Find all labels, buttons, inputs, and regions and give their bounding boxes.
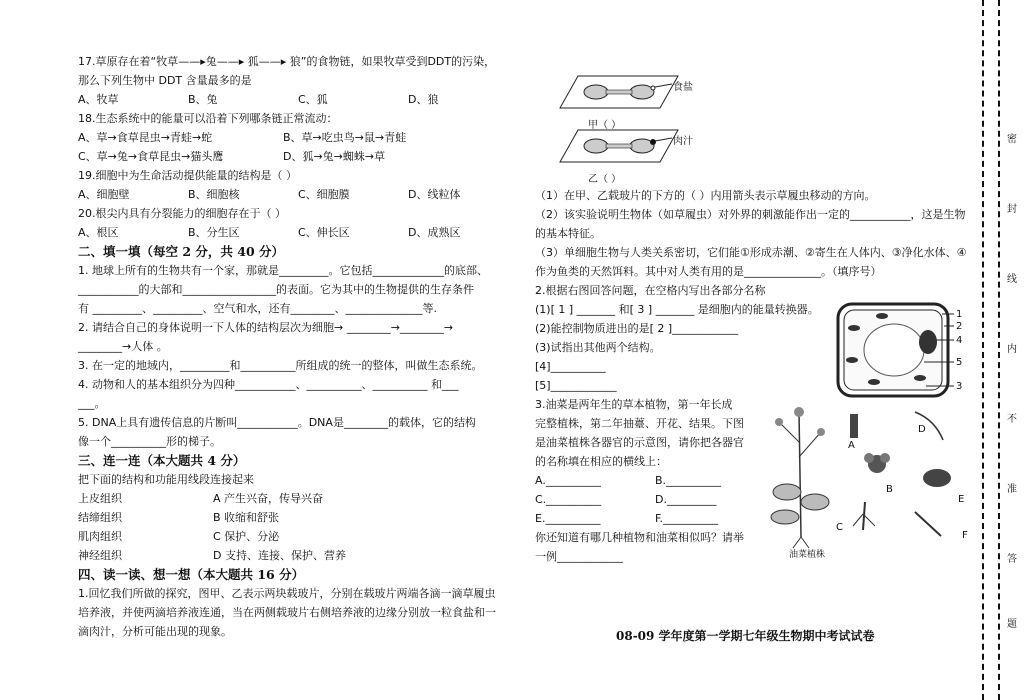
q19-options [78, 185, 520, 204]
match-function: D 支持、连接、保护、营养 [213, 549, 346, 562]
option: C、细胞膜 [298, 188, 350, 201]
organ-label-b: B [886, 484, 893, 495]
meat-label: 肉汁 [673, 136, 693, 147]
fill-2-line-2: ________→人体 。 [78, 340, 168, 353]
q18-options-ab [78, 128, 520, 147]
q17-stem-2: 那么下列生物中 DDT 含量最多的是 [78, 74, 252, 87]
section-3-heading: 三、连一连（本大题共 4 分） [78, 453, 246, 468]
cell-label-1: 1 [956, 309, 963, 320]
r3-stem-1: 3.油菜是两年生的草本植物，第一年长成 [535, 398, 733, 411]
option: A、牧草 [78, 93, 119, 106]
salt-label: 食盐 [673, 82, 693, 93]
r1-q2-line-1: （2）该实验说明生物体（如草履虫）对外界的刺激能作出一定的___________，这是生物 [535, 208, 966, 221]
fill-1-line-2: ___________的大部和_________________的表面。它为其中的生物提供的生存条件 [78, 283, 474, 296]
organ-label-f: F [962, 530, 968, 541]
r1-q3-line-1: （3）单细胞生物与人类关系密切，它们能①形成赤潮、②寄生在人体内、③净化水体、④ [535, 246, 967, 259]
option: B.__________ [655, 474, 722, 487]
slide-figure-jia [560, 72, 680, 114]
r3-stem-2: 完整植株，第二年抽薹、开花、结果。下图 [535, 417, 744, 430]
read-1-line-1: 1.回忆我们所做的探究，图甲、乙表示两块载玻片，分别在载玻片两端各滴一滴草履虫 [78, 587, 496, 600]
q18-stem: 18.生态系统中的能量可以沿着下列哪条链正常流动： [78, 112, 338, 125]
option: E.__________ [535, 512, 601, 525]
match-instruction: 把下面的结构和功能用线段连接起来 [78, 473, 254, 486]
q18-options-cd [78, 147, 520, 166]
q19-stem: 19.细胞中为生命活动提供能量的结构是（ ） [78, 169, 297, 182]
option: A、草→食草昆虫→青蛙→蛇 [78, 131, 213, 144]
vacuole [864, 324, 924, 376]
fill-1-line-1: 1. 地球上所有的生物共有一个家，那就是_________。它包括_____________的底部、 [78, 264, 488, 277]
option: D、狐→兔→蜘蛛→草 [283, 150, 386, 163]
organ-label-a: A [848, 440, 855, 451]
option: C、草→兔→食草昆虫→猫头鹰 [78, 150, 224, 163]
slide-yi-caption: 乙（ ） [588, 174, 622, 185]
drop-left [584, 85, 608, 99]
cell-label-4: 4 [956, 335, 963, 346]
cell-label-3: 3 [956, 381, 963, 392]
option: A、根区 [78, 226, 119, 239]
match-row-1 [78, 489, 520, 508]
fill-4-line-2: ___。 [78, 397, 106, 410]
match-structure: 结缔组织 [78, 511, 122, 524]
r3-blanks-ef [535, 509, 765, 528]
r2-q3-5: [5]____________ [535, 379, 617, 392]
r3-blanks-ab [535, 471, 765, 490]
q17-stem-1: 17.草原存在着“牧草——▸兔——▸ 狐——▸ 狼”的食物链，如果牧草受到DDT的污染， [78, 55, 496, 68]
fill-3: 3. 在一定的地域内，_________和__________所组成的统一的整体，叫做生态系统。 [78, 359, 483, 372]
match-function: B 收缩和舒张 [213, 511, 280, 524]
option: A.__________ [535, 474, 601, 487]
match-row-3 [78, 527, 520, 546]
option: C、狐 [298, 93, 328, 106]
r2-q3: (3)试指出其他两个结构。 [535, 341, 661, 354]
q20-options [78, 223, 520, 242]
r2-stem: 2.根据右图回答问题，在空格内写出各部分名称 [535, 284, 766, 297]
strip-char: 内 [1007, 344, 1017, 355]
r2-q2: (2)能控制物质进出的是[ 2 ]____________ [535, 322, 739, 335]
fill-5-line-1: 5. DNA上具有遗传信息的片断叫___________。DNA是________的载体，它的结构 [78, 416, 476, 429]
option: A、细胞壁 [78, 188, 130, 201]
section-4-heading: 四、读一读、想一想（本大题共 16 分） [78, 567, 305, 582]
option: D、狼 [408, 93, 439, 106]
section-2-heading: 二、填一填（每空 2 分，共 40 分） [78, 244, 285, 259]
option: C.__________ [535, 493, 602, 506]
option: B、草→吃虫鸟→鼠→青蛙 [283, 131, 407, 144]
option: D、线粒体 [408, 188, 461, 201]
fill-2-line-1: 2. 请结合自己的身体说明一下人体的结构层次为细胞→ ________→________→ [78, 321, 454, 334]
r3-stem-3: 是油菜植株各器官的示意图，请你把各器官 [535, 436, 744, 449]
organ-label-e: E [958, 494, 965, 505]
match-function: C 保护、分泌 [213, 530, 280, 543]
strip-char: 密 [1007, 134, 1017, 145]
strip-char: 准 [1007, 484, 1017, 495]
r1-q3-line-2: 作为鱼类的天然饵料。其中对人类有用的是______________。（填序号） [535, 265, 882, 278]
plant-cell-figure [832, 300, 967, 400]
read-1-line-2: 培养液，并使两滴培养液连通，当在两侧载玻片右侧培养液的边缘分别放一粒食盐和一 [78, 606, 496, 619]
match-structure: 神经组织 [78, 549, 122, 562]
rapeseed-plant-figure [765, 402, 975, 552]
strip-char: 线 [1007, 274, 1017, 285]
r3-extra-1: 你还知道有哪几种植物和油菜相似吗？请举 [535, 531, 744, 544]
option: D、成熟区 [408, 226, 461, 239]
strip-char: 不 [1007, 414, 1017, 425]
organ-label-c: C [836, 522, 843, 533]
fill-5-line-2: 像一个__________形的梯子。 [78, 435, 221, 448]
drop-right [630, 85, 654, 99]
slide-figure-yi [560, 126, 680, 168]
left-column [78, 52, 520, 641]
strip-char: 封 [1007, 204, 1017, 215]
match-structure: 上皮组织 [78, 492, 122, 505]
match-row-2 [78, 508, 520, 527]
slide-jia-caption: 甲（ ） [588, 120, 622, 131]
match-structure: 肌肉组织 [78, 530, 122, 543]
match-row-4 [78, 546, 520, 565]
r3-extra-2: 一例____________ [535, 550, 623, 563]
strip-char: 答 [1007, 554, 1017, 565]
r1-q1: （1）在甲、乙载玻片的下方的（ ）内用箭头表示草履虫移动的方向。 [535, 189, 876, 202]
q17-options [78, 90, 520, 109]
fill-1-line-3: 有 _________、_________、空气和水，还有________、______________等. [78, 302, 437, 315]
r3-stem-4: 的名称填在相应的横线上： [535, 455, 667, 468]
binding-strip [974, 0, 1024, 700]
strip-char: 题 [1007, 619, 1017, 630]
exam-footer-title: 08-09 学年度第一学期七年级生物期中考试试卷 [616, 629, 875, 643]
option: B、细胞核 [188, 188, 240, 201]
match-function: A 产生兴奋，传导兴奋 [213, 492, 324, 505]
fill-4-line-1: 4. 动物和人的基本组织分为四种___________、__________、__________ 和___ [78, 378, 459, 391]
read-1-line-3: 滴肉汁，分析可能出现的现象。 [78, 625, 232, 638]
option: B、分生区 [188, 226, 240, 239]
drop-left [584, 139, 608, 153]
option: D._________ [655, 493, 717, 506]
cell-label-2: 2 [956, 321, 963, 332]
nucleus [919, 330, 937, 354]
organ-label-d: D [918, 424, 926, 435]
r1-q2-line-2: 的基本特征。 [535, 227, 601, 240]
option: B、兔 [188, 93, 218, 106]
option: F.__________ [655, 512, 719, 525]
option: C、伸长区 [298, 226, 350, 239]
r2-q3-4: [4]__________ [535, 360, 606, 373]
q20-stem: 20.根尖内具有分裂能力的细胞存在于（ ） [78, 207, 286, 220]
plant-caption: 油菜植株 [789, 550, 826, 560]
r2-q1: (1)[ 1 ] _______ 和[ 3 ] _______ 是细胞内的能量转换器。 [535, 303, 819, 316]
cell-label-5: 5 [956, 357, 963, 368]
r3-blanks-cd [535, 490, 765, 509]
